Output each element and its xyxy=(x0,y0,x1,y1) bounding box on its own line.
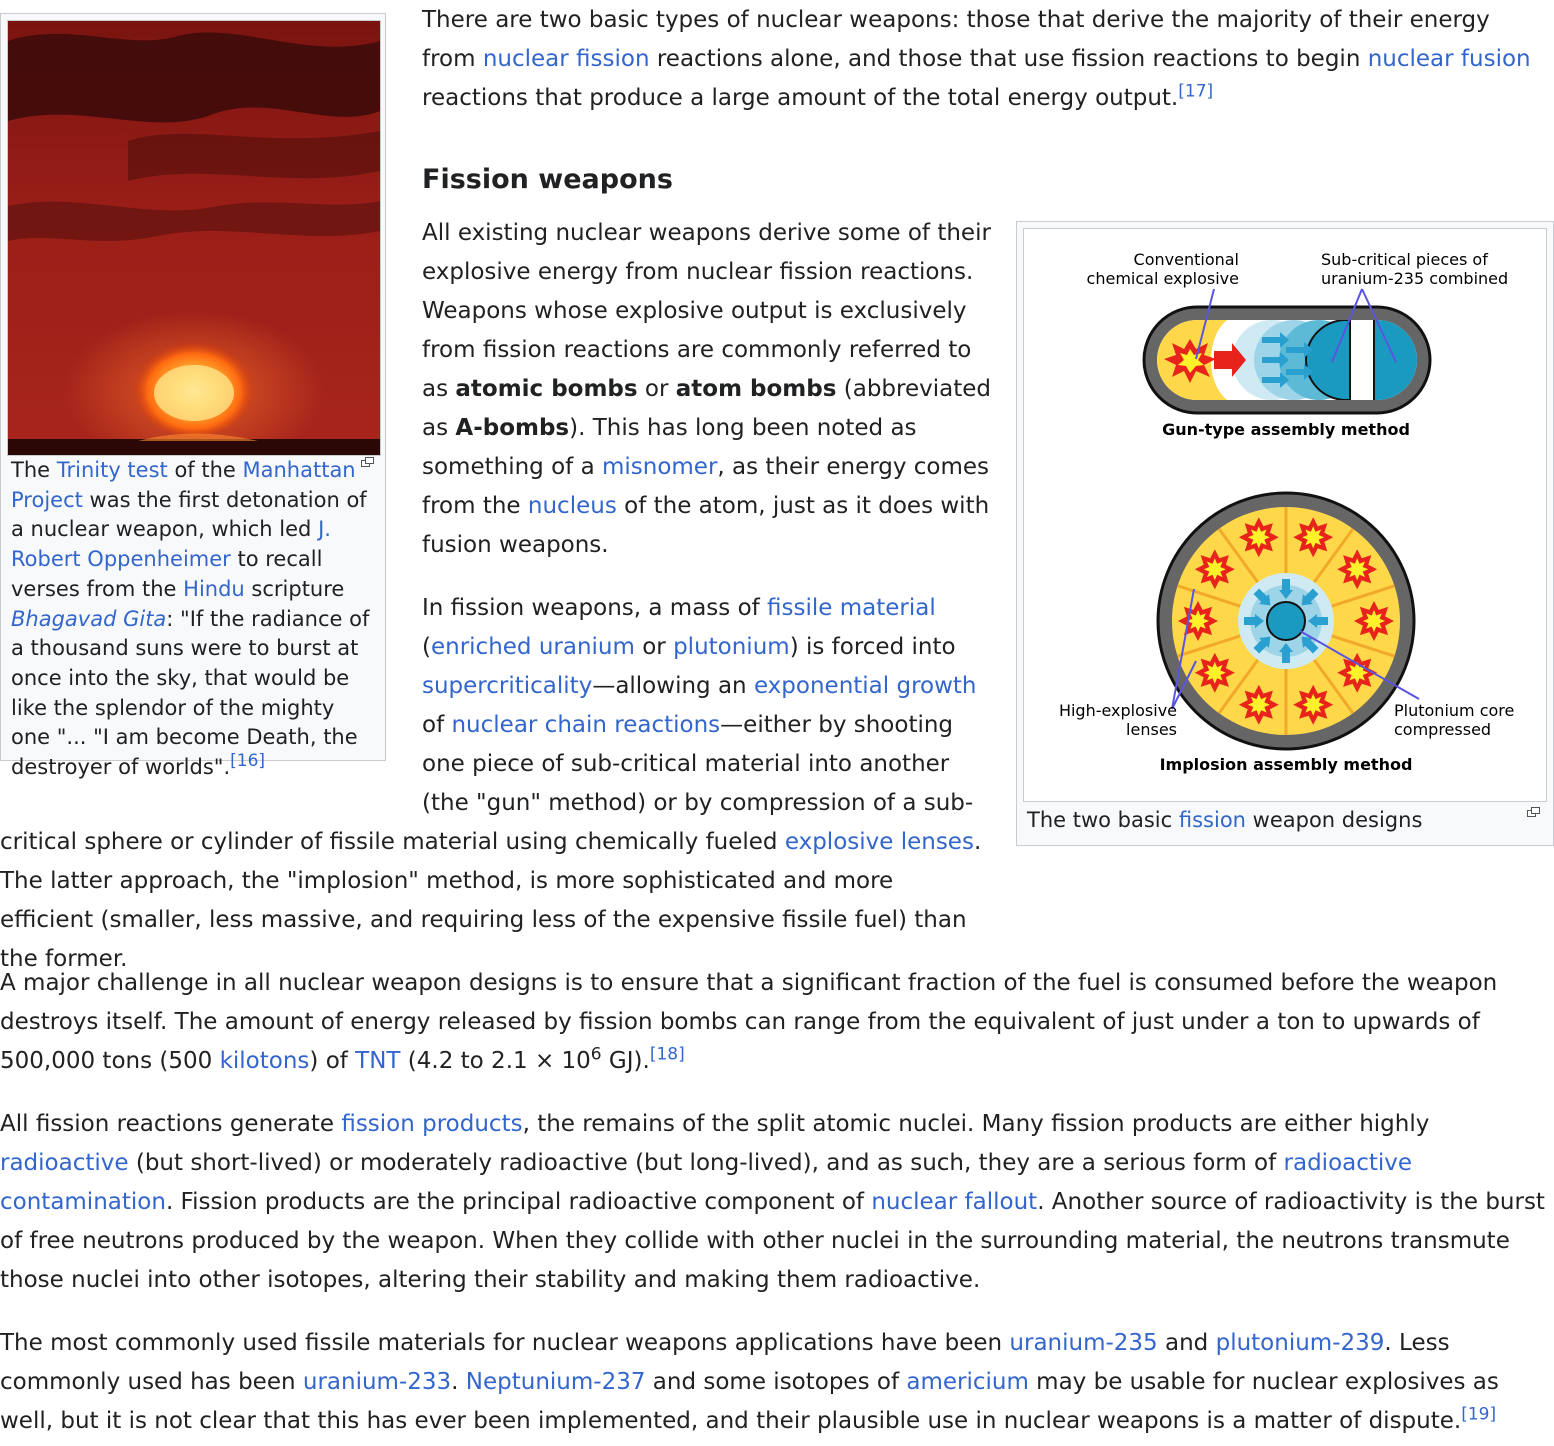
label-subcritical-2: uranium-235 combined xyxy=(1321,269,1509,288)
link-fission[interactable]: fission xyxy=(1178,808,1246,832)
magnify-icon[interactable] xyxy=(1527,807,1541,818)
fission-designs-diagram[interactable] xyxy=(1023,228,1547,802)
label-lenses-2: lenses xyxy=(1126,720,1177,739)
trinity-caption: The Trinity test of the Manhattan Project was the first detonation of a nuclear weapon, which led J. Robert Oppenheimer to recall verses from the Hindu scripture Bhagavad Gita: "If the radiance of a thousand suns were to burst at once into the sky, that would be like the splendor of the mighty one "... "I am become Death, the destroyer of worlds".[16] xyxy=(11,458,370,780)
link-oppenheimer[interactable]: J. Robert Oppenheimer xyxy=(11,517,331,572)
trinity-figure xyxy=(0,13,386,780)
link-trinity-test[interactable]: Trinity test xyxy=(56,458,168,482)
link-radioactive-contamination[interactable]: radioactive contamination xyxy=(0,1150,1413,1215)
reference-16[interactable]: [16] xyxy=(230,751,266,772)
section-heading: Fission weapons xyxy=(422,164,673,195)
implosion-title: Implosion assembly method xyxy=(1159,755,1413,774)
gun-type-title: Gun-type assembly method xyxy=(1162,420,1410,439)
implosion-diagram xyxy=(1158,493,1419,749)
reference-19[interactable]: [19] xyxy=(1461,1404,1497,1425)
link-americium[interactable]: americium xyxy=(906,1369,1029,1395)
fission-designs-caption: The two basic fission weapon designs xyxy=(1027,808,1423,832)
link-explosive-lenses[interactable]: explosive lenses xyxy=(784,829,974,855)
paragraph-fissile-materials: The most commonly used fissile materials for nuclear weapons applications have been uranium-235 and plutonium-239. Less commonly used has been uranium-233. Neptunium-237 and some isotopes of americium may be usable for nuclear explosives as well, but it is not clear that this has ever been implemented, and their plausible use in nuclear weapons is a matter of dispute.[19] xyxy=(0,1330,1499,1434)
paragraph-fission-weapons-cont: critical sphere or cylinder of fissile material using chemically fueled explosive lenses. The latter approach, the "implosion" method, is more sophisticated and more efficient (smaller, less massive, and requiring less of the expensive fissile fuel) than the former. xyxy=(0,829,982,972)
link-hindu[interactable]: Hindu xyxy=(183,576,245,601)
link-fissile-material[interactable]: fissile material xyxy=(767,595,936,621)
paragraph-energy-yield: A major challenge in all nuclear weapon designs is to ensure that a significant fraction of the fuel is consumed before the weapon destroys itself. The amount of energy released by fission bombs can range from the equivalent of just under a ton to upwards of 500,000 tons (500 kilotons) of TNT (4.2 to $2.1 \times 10^6$ GJ).[18] xyxy=(0,970,1498,1074)
link-nucleus[interactable]: nucleus xyxy=(527,493,617,519)
gun-type-diagram xyxy=(1144,289,1430,413)
link-bhagavad-gita[interactable]: Bhagavad Gita xyxy=(11,606,167,631)
label-lenses-1: High-explosive xyxy=(1058,701,1177,720)
label-core-2: compressed xyxy=(1394,720,1492,739)
link-radioactive[interactable]: radioactive xyxy=(0,1150,129,1176)
link-plutonium[interactable]: plutonium xyxy=(673,634,790,660)
link-uranium-233[interactable]: uranium-233 xyxy=(302,1369,452,1395)
trinity-test-photo[interactable] xyxy=(7,20,381,456)
link-manhattan-project[interactable]: Manhattan Project xyxy=(11,458,356,512)
link-misnomer[interactable]: misnomer xyxy=(601,454,718,480)
link-supercriticality[interactable]: supercriticality xyxy=(422,673,593,699)
label-conventional-1: Conventional xyxy=(1133,250,1239,269)
link-tnt[interactable]: TNT xyxy=(355,1048,401,1074)
link-kilotons[interactable]: kilotons xyxy=(219,1048,310,1074)
reference-17[interactable]: [17] xyxy=(1178,81,1214,102)
link-nuclear-fusion[interactable]: nuclear fusion xyxy=(1367,46,1531,72)
link-uranium-235[interactable]: uranium-235 xyxy=(1009,1330,1158,1356)
link-nuclear-chain-reactions[interactable]: nuclear chain reactions xyxy=(451,712,721,738)
fission-designs-figure xyxy=(1016,221,1554,846)
link-exponential-growth[interactable]: exponential growth xyxy=(753,673,977,699)
intro-paragraph: There are two basic types of nuclear weapons: those that derive the majority of their energy from nuclear fission reactions alone, and those that use fission reactions to begin nuclear fusion reactions that produce a large amount of the total energy output.[17] xyxy=(422,7,1531,111)
label-core-1: Plutonium core xyxy=(1394,701,1515,720)
link-nuclear-fallout[interactable]: nuclear fallout xyxy=(871,1189,1038,1215)
label-conventional-2: chemical explosive xyxy=(1086,269,1239,288)
link-enriched-uranium[interactable]: enriched uranium xyxy=(430,634,635,660)
paragraph-fission-products: All fission reactions generate fission products, the remains of the split atomic nuclei. Many fission products are either highly radioactive (but short-lived) or moderately radioactive (but long-lived), and as such, they are a serious form of radioactive contamination. Fission products are the principal radioactive component of nuclear fallout. Another source of radioactivity is the burst of free neutrons produced by the weapon. When they collide with other nuclei in the surrounding material, the neutrons transmute those nuclei into other isotopes, altering their stability and making them radioactive. xyxy=(0,1111,1545,1293)
link-neptunium-237[interactable]: Neptunium-237 xyxy=(465,1369,646,1395)
paragraph-fission-weapons: In fission weapons, a mass of fissile material (enriched uranium or plutonium) is forced into supercriticality—allowing an exponential growth of nuclear chain reactions—either by shooting one piece of sub-critical material into another (the "gun" method) or by compression of a sub- xyxy=(422,595,977,816)
label-subcritical-1: Sub-critical pieces of xyxy=(1321,250,1488,269)
link-fission-products[interactable]: fission products xyxy=(341,1111,523,1137)
link-plutonium-239[interactable]: plutonium-239 xyxy=(1215,1330,1385,1356)
reference-18[interactable]: [18] xyxy=(649,1044,685,1065)
link-nuclear-fission[interactable]: nuclear fission xyxy=(482,46,650,72)
paragraph-atomic-bombs: All existing nuclear weapons derive some of their explosive energy from nuclear fission reactions. Weapons whose explosive output is exclusively from fission reactions are commonly referred to as atomic bombs or atom bombs (abbreviated as A-bombs). This has long been noted as something of a misnomer, as their energy comes from the nucleus of the atom, just as it does with fusion weapons. xyxy=(422,220,991,558)
